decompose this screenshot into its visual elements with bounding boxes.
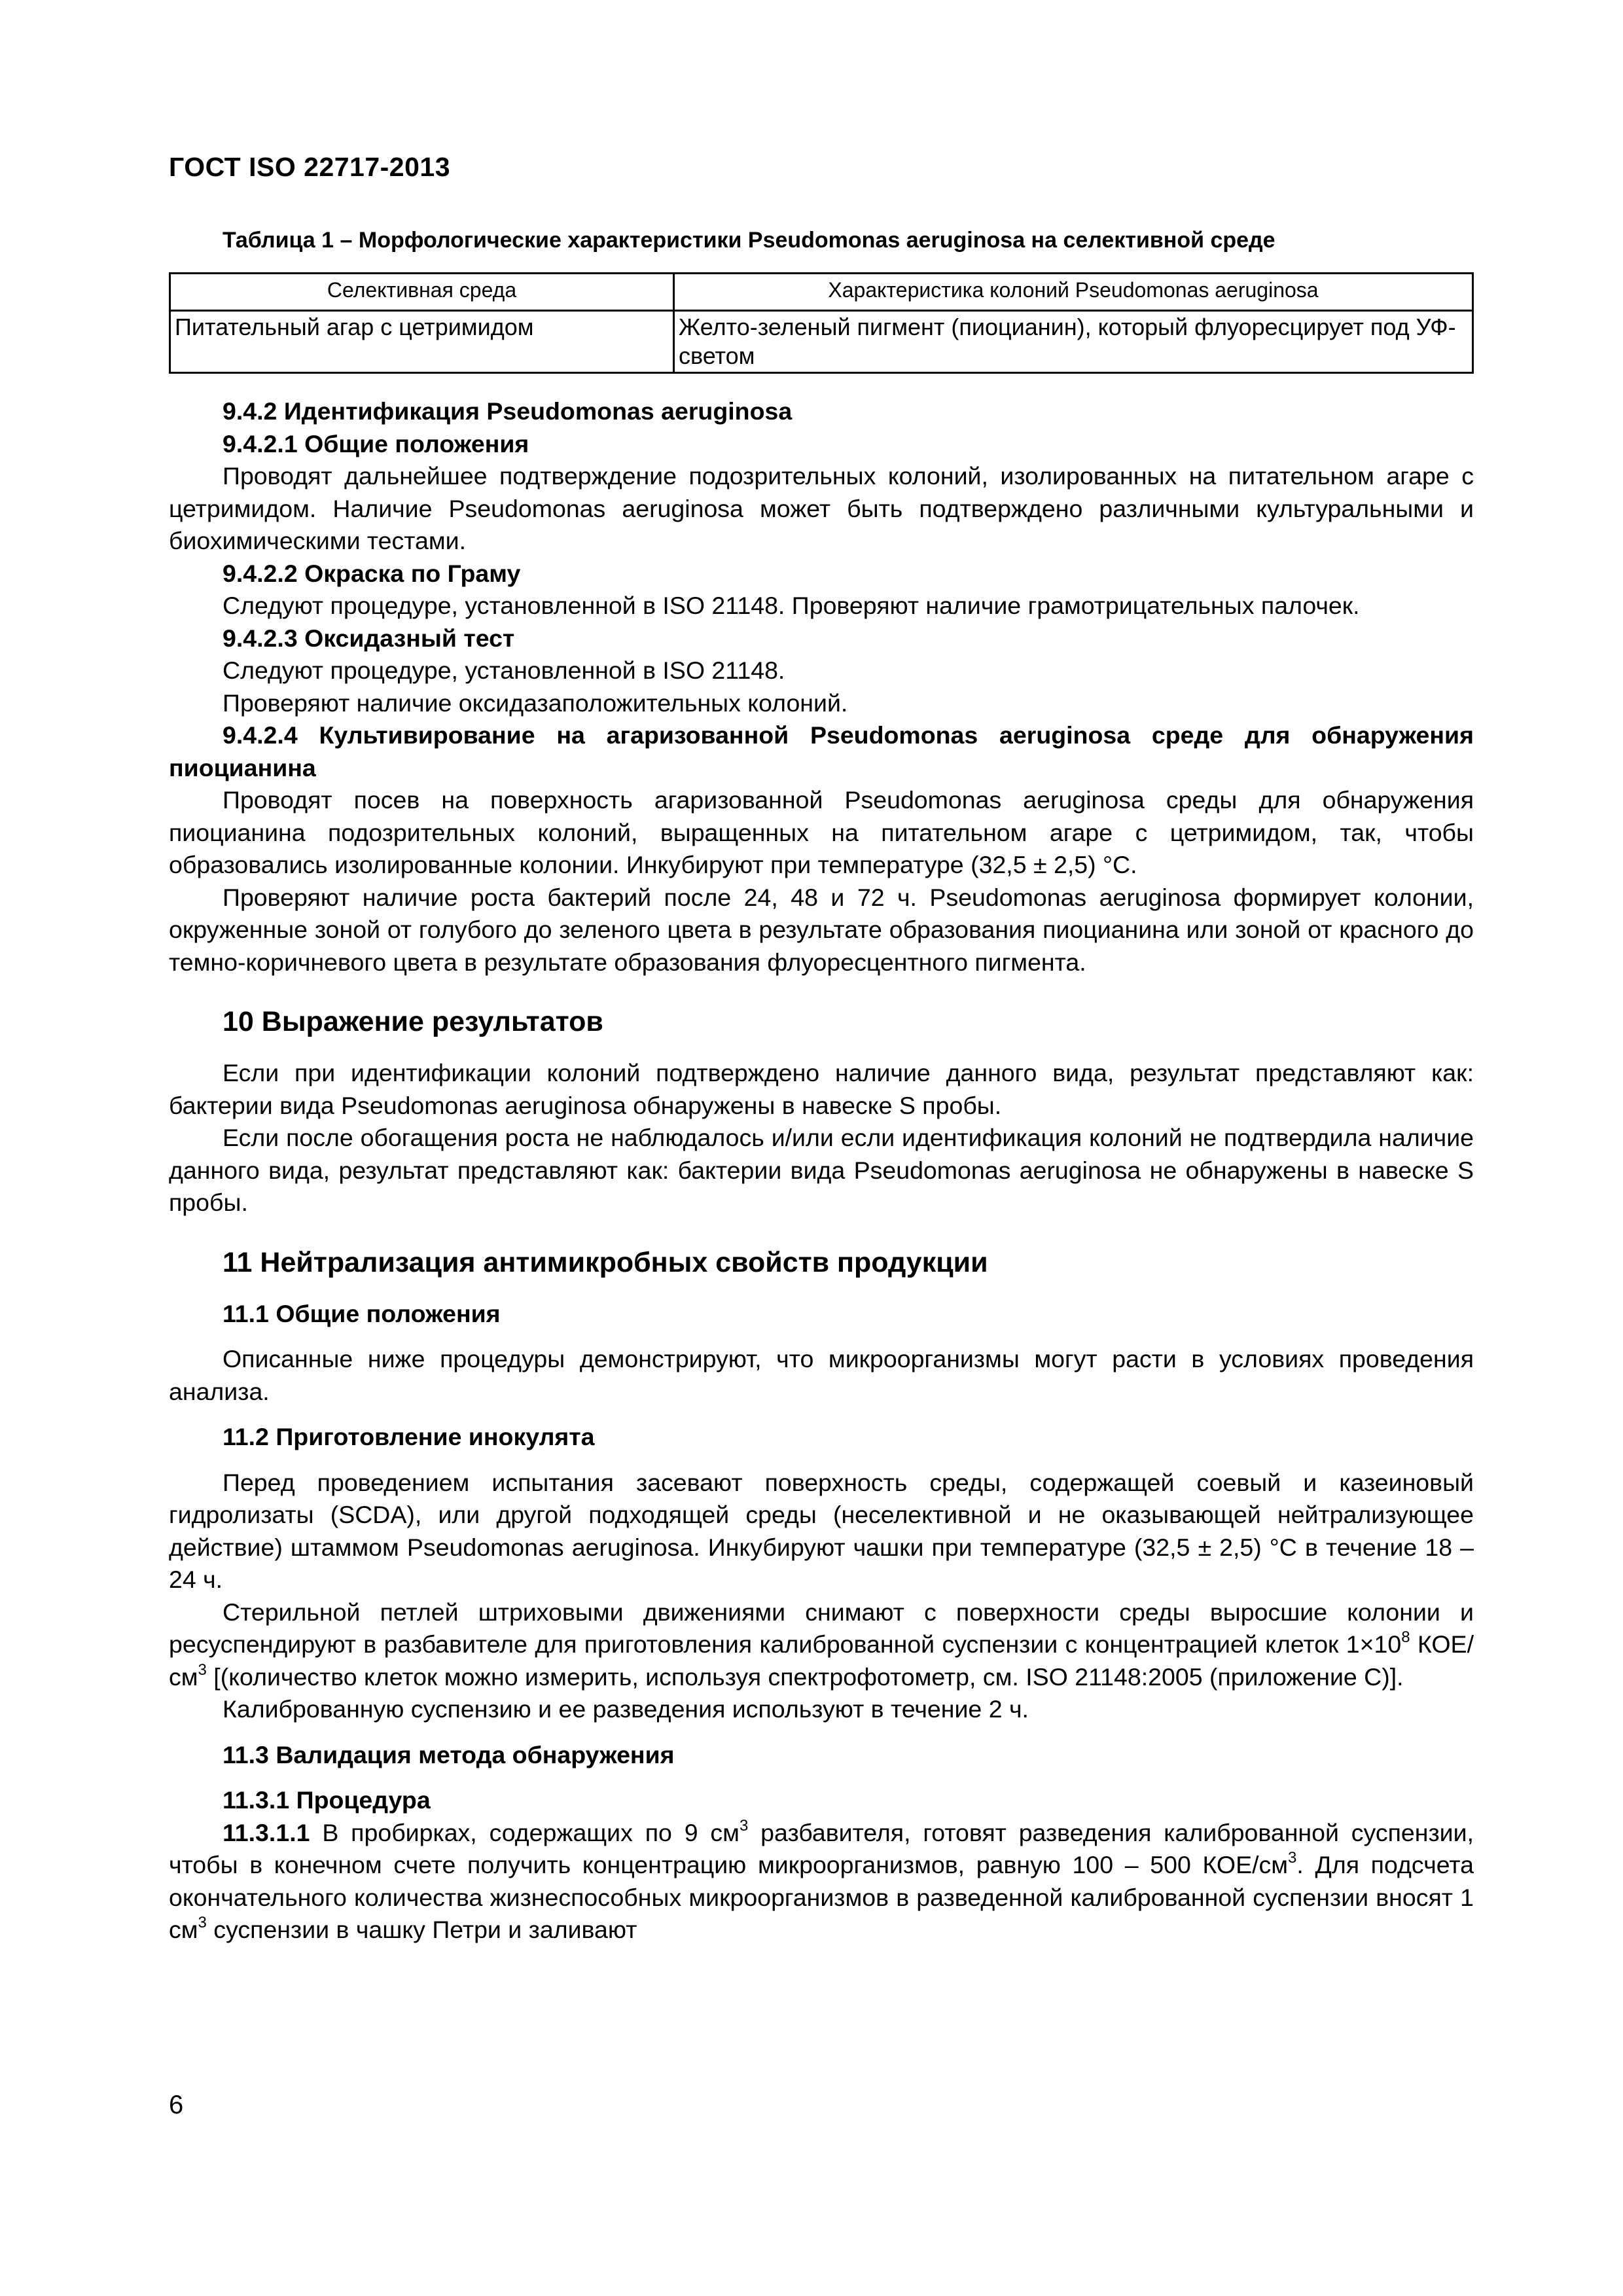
- page-number: 6: [169, 2090, 184, 2119]
- paragraph: Проверяют наличие оксидазаположительных колоний.: [223, 689, 848, 717]
- text-run: разбавителя, готовят разведения калиброванной суспензии, чтобы в конечном счете получить концентрацию микроорганизмов, равную 100 – 500 КОЕ/см: [169, 1818, 1474, 1878]
- section-heading: 9.4.2.4 Культивирование на агаризованной Pseudomonas aeruginosa среде для обнаружения пиоцианина: [169, 721, 1474, 781]
- section-heading: 9.4.2 Идентификация Pseudomonas aeruginosa: [223, 397, 793, 425]
- section-heading: 9.4.2.2 Окраска по Граму: [223, 559, 521, 587]
- column-header: Характеристика колоний Pseudomonas aeruginosa: [674, 274, 1473, 311]
- clause-number: 11.3.1.1: [223, 1818, 310, 1846]
- text-run: [(количество клеток можно измерить, используя спектрофотометр, см. ISO 21148:2005 (приложение С)].: [206, 1662, 1404, 1691]
- text-run: В пробирках, содержащих по 9 см: [310, 1818, 740, 1846]
- section-heading: 10 Выражение результатов: [223, 1006, 603, 1037]
- section-heading: 11.1 Общие положения: [223, 1299, 501, 1327]
- section-heading: 11.3.1 Процедура: [223, 1786, 431, 1814]
- text-run: Стерильной петлей штриховыми движениями снимают с поверхности среды выросшие колонии и ресуспендируют в разбавителе для приготовления калиброванной суспензии с концентрацией клеток 1×10: [169, 1598, 1474, 1658]
- morphology-table: [169, 272, 1474, 374]
- document-header: ГОСТ ISO 22717-2013: [169, 152, 451, 182]
- column-header: Селективная среда: [170, 274, 674, 311]
- paragraph: Описанные ниже процедуры демонстрируют, что микроорганизмы могут расти в условиях проведения анализа.: [169, 1345, 1474, 1405]
- text-run: КОЕ/см: [169, 1630, 1474, 1691]
- paragraph: Следуют процедуре, установленной в ISO 21148.: [223, 656, 785, 684]
- section-heading: 9.4.2.3 Оксидазный тест: [223, 624, 515, 652]
- paragraph: Проводят дальнейшее подтверждение подозрительных колоний, изолированных на питательном агаре с цетримидом. Наличие Pseudomonas aeruginosa может быть подтверждено различными культуральными и биохимическими тестами.: [169, 462, 1474, 554]
- paragraph: Следуют процедуре, установленной в ISO 21148. Проверяют наличие грамотрицательных палочек.: [223, 592, 1360, 619]
- table-row: [170, 311, 1473, 373]
- section-heading: 11.3 Валидация метода обнаружения: [223, 1740, 675, 1768]
- superscript: 3: [198, 1914, 207, 1931]
- table-caption: Таблица 1 – Морфологические характеристики Pseudomonas aeruginosa на селективной среде: [223, 228, 1275, 253]
- superscript: 8: [1401, 1628, 1410, 1646]
- paragraph: Перед проведением испытания засевают поверхность среды, содержащей соевый и казеиновый гидролизаты (SCDA), или другой подходящей среды (неселективной и не оказывающей нейтрализующее действие) штаммом Pseudomonas aeruginosa. Инкубируют чашки при температуре (32,5 ± 2,5) °С в течение 18 – 24 ч.: [169, 1468, 1474, 1593]
- text-run: суспензии в чашку Петри и заливают: [206, 1916, 637, 1943]
- superscript: 3: [1288, 1849, 1297, 1867]
- section-heading: 11.2 Приготовление инокулята: [223, 1423, 595, 1450]
- paragraph: [169, 1817, 1474, 1946]
- table-cell: Питательный агар с цетримидом: [170, 311, 674, 373]
- section-heading: 11 Нейтрализация антимикробных свойств продукции: [223, 1246, 988, 1278]
- paragraph: Если при идентификации колоний подтверждено наличие данного вида, результат представляют как: бактерии вида Pseudomonas aeruginosa обнаружены в навеске S пробы.: [169, 1059, 1474, 1119]
- table-header-row: [170, 274, 1473, 311]
- table-cell: Желто-зеленый пигмент (пиоцианин), который флуоресцирует под УФ-светом: [674, 311, 1473, 373]
- paragraph: [169, 1596, 1474, 1694]
- superscript: 3: [739, 1816, 749, 1835]
- section-heading: 9.4.2.1 Общие положения: [223, 429, 529, 457]
- text-run: . Для подсчета окончательного количества жизнеспособных микроорганизмов в разведенной калиброванной суспензии вносят 1 см: [169, 1851, 1474, 1943]
- paragraph: Если после обогащения роста не наблюдалось и/или если идентификация колоний не подтвердила наличие данного вида, результат представляют как: бактерии вида Pseudomonas aeruginosa не обнаружены в навеске S пробы.: [169, 1124, 1474, 1216]
- paragraph: Проводят посев на поверхность агаризованной Pseudomonas aeruginosa среды для обнаружения пиоцианина подозрительных колоний, выращенных на питательном агаре с цетримидом, так, чтобы образовались изолированные колонии. Инкубируют при температуре (32,5 ± 2,5) °С.: [169, 786, 1474, 878]
- paragraph: Калиброванную суспензию и ее разведения используют в течение 2 ч.: [223, 1695, 1029, 1723]
- superscript: 3: [198, 1660, 207, 1679]
- paragraph: Проверяют наличие роста бактерий после 24, 48 и 72 ч. Pseudomonas aeruginosa формирует колонии, окруженные зоной от голубого до зеленого цвета в результате образования пиоцианина или зоной от красного до темно-коричневого цвета в результате образования флуоресцентного пигмента.: [169, 883, 1474, 976]
- document-body: [169, 395, 1474, 1946]
